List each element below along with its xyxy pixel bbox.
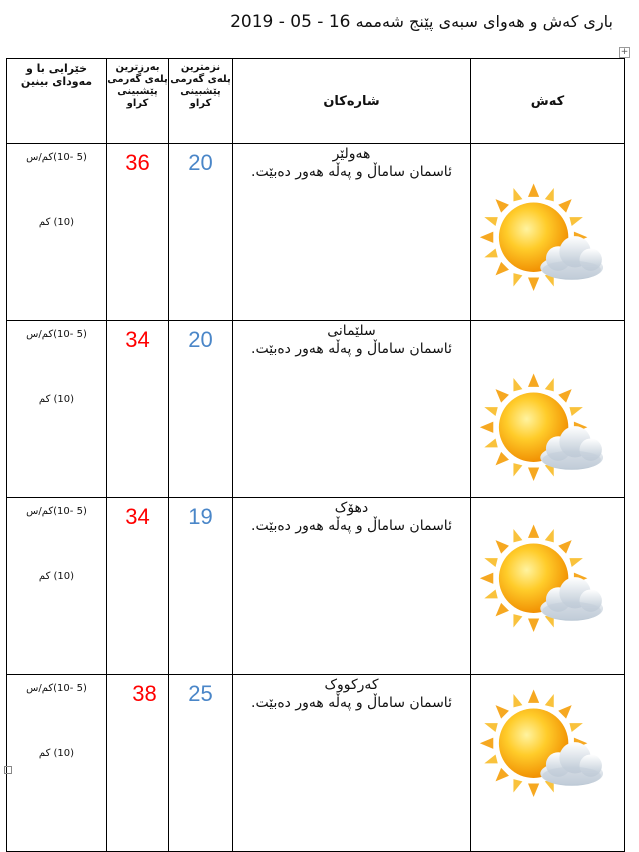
visibility: (10) کم	[38, 748, 75, 759]
min-temp-cell	[169, 498, 233, 675]
sun-cloud-icon	[477, 520, 607, 636]
sun-cloud-icon	[477, 369, 607, 485]
weather-description: ئاسمان ساماڵ و پەڵە هەور دەبێت.	[251, 518, 452, 534]
weather-description: ئاسمان ساماڵ و پەڵە هەور دەبێت.	[251, 164, 452, 180]
city-cell	[233, 675, 471, 852]
weather-icon-cell	[471, 321, 625, 498]
table-row	[7, 498, 625, 675]
table-row	[7, 144, 625, 321]
min-temp: 25	[188, 681, 213, 706]
max-temp: 34	[125, 504, 150, 529]
table-row	[7, 675, 625, 852]
wind-cell	[7, 498, 107, 675]
city-name: کەرکووک	[324, 677, 379, 693]
header-cities: شارەکان	[233, 59, 471, 144]
visibility: (10) کم	[38, 394, 75, 405]
min-temp-cell	[169, 321, 233, 498]
min-temp: 19	[188, 504, 213, 529]
wind-speed: (5 -10)کم/س	[26, 329, 87, 340]
max-temp: 34	[125, 327, 150, 352]
header-row	[7, 59, 625, 144]
city-name: سلێمانی	[327, 323, 376, 339]
weather-icon-cell	[471, 144, 625, 321]
table-row	[7, 321, 625, 498]
weather-icon-cell	[471, 498, 625, 675]
max-temp-cell	[107, 675, 169, 852]
weather-description: ئاسمان ساماڵ و پەڵە هەور دەبێت.	[251, 695, 452, 711]
wind-cell	[7, 675, 107, 852]
sun-cloud-icon	[477, 685, 607, 801]
city-name: دهۆک	[334, 500, 369, 516]
table-move-handle-icon[interactable]: +	[620, 47, 629, 57]
header-min-temp: نزمترین پلەی گەرمی پێشبینی کراو	[169, 59, 233, 144]
max-temp-cell	[107, 144, 169, 321]
max-temp-cell	[107, 498, 169, 675]
weather-description: ئاسمان ساماڵ و پەڵە هەور دەبێت.	[251, 341, 452, 357]
wind-speed: (5 -10)کم/س	[26, 506, 87, 517]
city-cell	[233, 321, 471, 498]
min-temp: 20	[188, 327, 213, 352]
city-cell	[233, 144, 471, 321]
header-weather: کەش	[471, 59, 625, 144]
wind-speed: (5 -10)کم/س	[26, 683, 87, 694]
min-temp-cell	[169, 144, 233, 321]
sun-cloud-icon	[477, 179, 607, 295]
min-temp: 20	[188, 150, 213, 175]
max-temp: 36	[125, 150, 150, 175]
city-cell	[233, 498, 471, 675]
min-temp-cell	[169, 675, 233, 852]
wind-speed: (5 -10)کم/س	[26, 152, 87, 163]
page-title	[220, 12, 613, 32]
title-text: باری کەش و هەوای سبەی پێنج شەممە	[355, 12, 613, 31]
weather-icon-cell	[471, 675, 625, 852]
header-max-temp: بەرزترین پلەی گەرمی پێشبینی کراو	[107, 59, 169, 144]
wind-cell	[7, 144, 107, 321]
header-wind-visibility: خێرایی با و مەودای بینین	[7, 59, 107, 144]
visibility: (10) کم	[38, 217, 75, 228]
wind-cell	[7, 321, 107, 498]
city-name: هەولێر	[332, 146, 371, 162]
max-temp: 38	[132, 681, 157, 706]
weather-table	[6, 58, 625, 852]
title-date: 2019 - 05 - 16	[230, 12, 351, 32]
visibility: (10) کم	[38, 571, 75, 582]
max-temp-cell	[107, 321, 169, 498]
table-resize-handle-icon[interactable]	[4, 766, 12, 774]
